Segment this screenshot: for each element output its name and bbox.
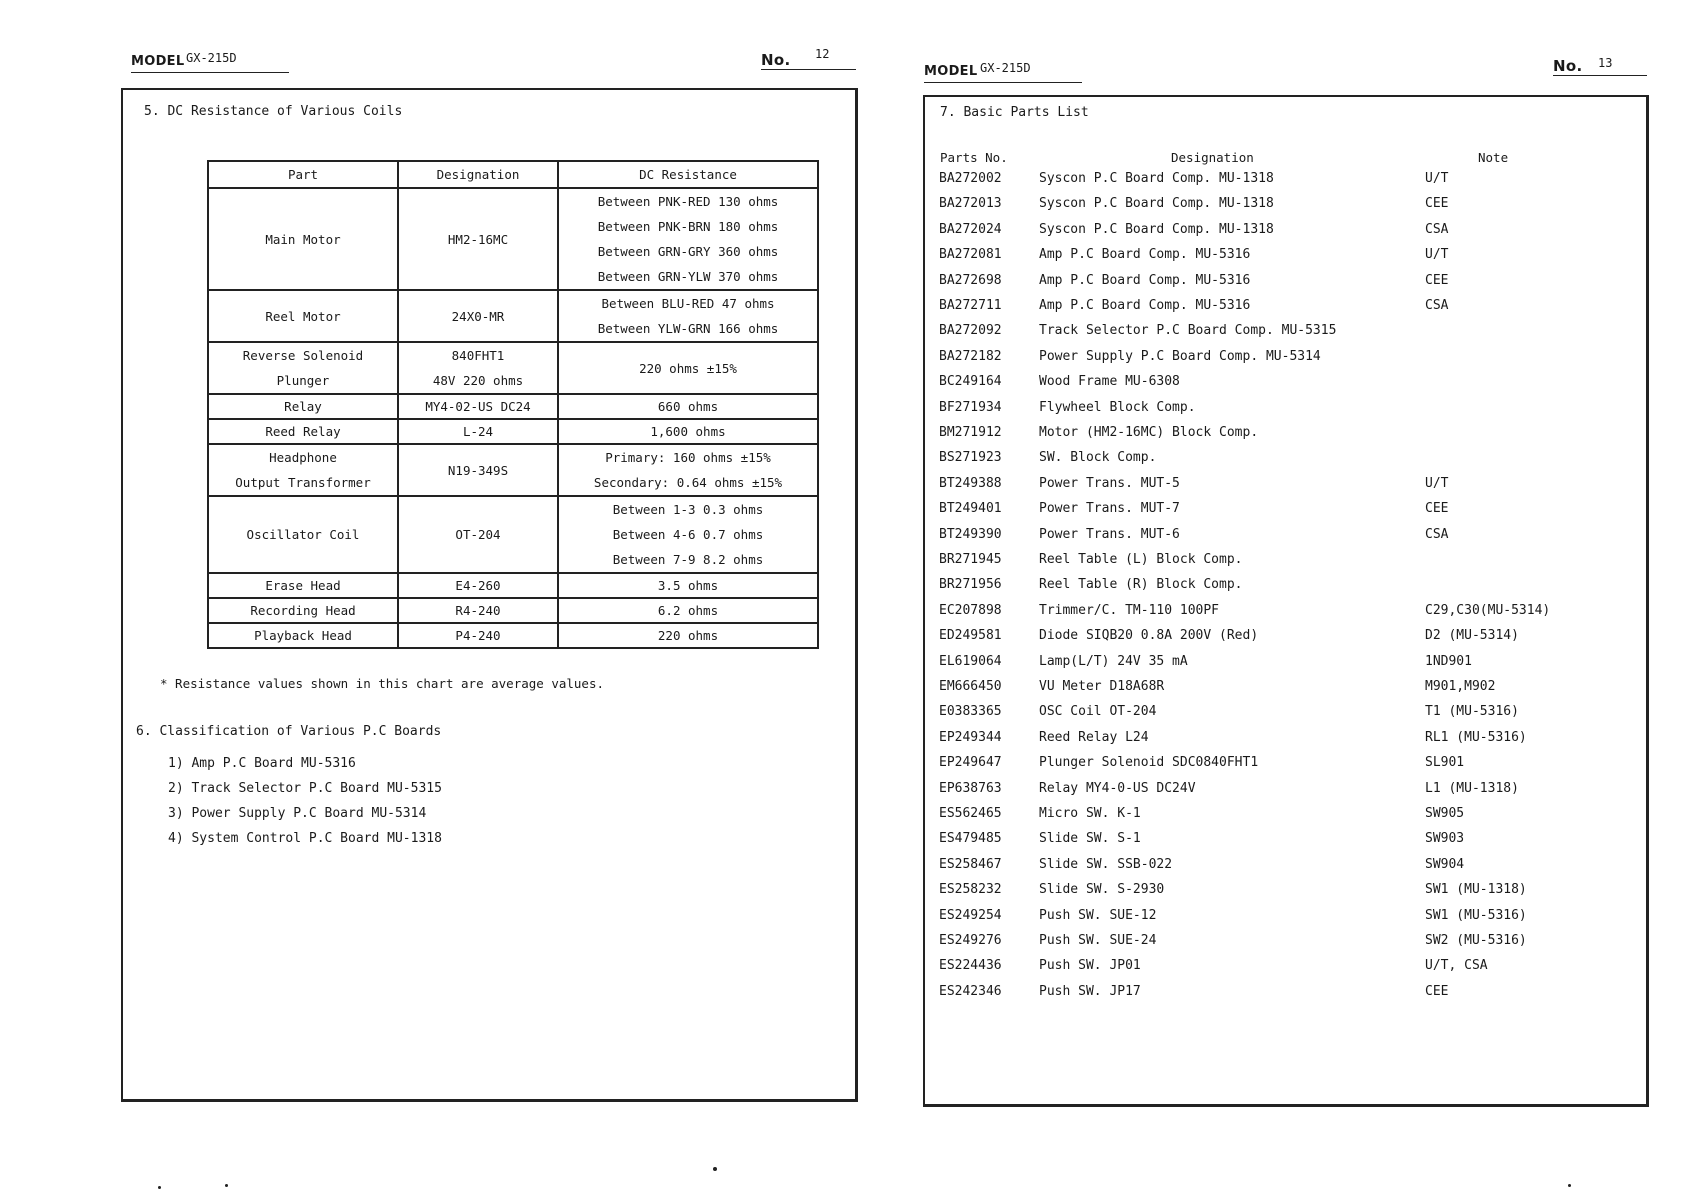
part-designation: Reel Table (R) Block Comp. — [1039, 577, 1243, 593]
right-no-label: No. — [1553, 57, 1583, 75]
part-number: ES258467 — [939, 856, 1002, 872]
part-designation: Relay MY4-0-US DC24V — [1039, 780, 1196, 796]
scan-speck — [225, 1184, 228, 1187]
part-note: CEE — [1425, 196, 1449, 212]
left-model-label: MODEL — [131, 54, 185, 69]
table-row — [208, 496, 818, 573]
part-designation: Slide SW. SSB-022 — [1039, 856, 1173, 872]
part-note: U/T, CSA — [1425, 958, 1488, 974]
row-resistance — [558, 444, 818, 496]
left-no-value: 12 — [815, 47, 830, 61]
part-note: L1 (MU-1318) — [1425, 780, 1519, 796]
left-no-underline — [761, 69, 856, 70]
part-number: BA272092 — [939, 323, 1002, 339]
part-designation: OSC Coil OT-204 — [1039, 704, 1157, 720]
part-designation: Syscon P.C Board Comp. MU-1318 — [1039, 221, 1274, 237]
part-note: CEE — [1425, 501, 1449, 517]
resistance-line: Between 7-9 8.2 ohms — [612, 552, 764, 567]
table-header-resistance: DC Resistance — [558, 161, 818, 188]
designation-line: 840FHT1 — [451, 348, 505, 363]
scan-speck — [1568, 1184, 1571, 1187]
part-designation: Push SW. SUE-24 — [1039, 933, 1157, 948]
part-number: ES258232 — [939, 882, 1002, 898]
row-part: Reel Motor — [208, 290, 398, 342]
part-designation: Reed Relay L24 — [1039, 729, 1149, 745]
row-resistance: 220 ohms ±15% — [558, 342, 818, 394]
part-designation: Power Supply P.C Board Comp. MU-5314 — [1039, 348, 1321, 364]
pc-board-item: 3) Power Supply P.C Board MU-5314 — [168, 806, 427, 821]
scan-speck — [713, 1167, 717, 1171]
row-designation: HM2-16MC — [398, 188, 558, 290]
row-part: Main Motor — [208, 188, 398, 290]
right-model-label: MODEL — [924, 64, 978, 79]
part-number: BT249390 — [939, 526, 1002, 542]
part-number: BA272081 — [939, 247, 1002, 263]
table-row — [208, 598, 818, 623]
row-designation: N19-349S — [398, 444, 558, 496]
part-designation: VU Meter D18A68R — [1039, 679, 1165, 694]
part-number: BA272002 — [939, 171, 1002, 186]
resistance-line: Between BLU-RED 47 ohms — [601, 296, 775, 311]
row-resistance: 220 ohms — [558, 623, 818, 648]
table-row — [208, 419, 818, 444]
part-designation: Power Trans. MUT-6 — [1039, 526, 1180, 542]
part-designation: Lamp(L/T) 24V 35 mA — [1039, 653, 1188, 669]
part-number: ED249581 — [939, 628, 1002, 644]
row-part: Reed Relay — [208, 419, 398, 444]
part-note: CSA — [1425, 298, 1449, 313]
row-resistance: 3.5 ohms — [558, 573, 818, 598]
part-number: BM271912 — [939, 425, 1002, 440]
right-no-value: 13 — [1598, 56, 1613, 70]
part-designation: Push SW. JP17 — [1039, 983, 1141, 999]
resistance-line: Between 4-6 0.7 ohms — [612, 527, 764, 542]
part-number: EP638763 — [939, 780, 1002, 796]
row-resistance: 1,600 ohms — [558, 419, 818, 444]
part-number: BR271956 — [939, 577, 1002, 593]
part-designation: Slide SW. S-1 — [1039, 831, 1141, 847]
part-number: BA272711 — [939, 298, 1002, 313]
resistance-line: Between GRN-YLW 370 ohms — [597, 269, 779, 284]
part-note: SL901 — [1425, 755, 1465, 771]
row-part: Oscillator Coil — [208, 496, 398, 573]
part-line: Headphone — [269, 450, 337, 465]
part-number: BR271945 — [939, 552, 1002, 567]
row-part: Erase Head — [208, 573, 398, 598]
part-designation: Amp P.C Board Comp. MU-5316 — [1039, 298, 1251, 313]
part-designation: Plunger Solenoid SDC0840FHT1 — [1039, 755, 1259, 771]
pc-board-item: 4) System Control P.C Board MU-1318 — [168, 831, 442, 846]
part-number: BT249401 — [939, 501, 1002, 517]
part-number: BA272698 — [939, 272, 1002, 288]
resistance-line: Primary: 160 ohms ±15% — [605, 450, 771, 465]
section6-title: 6. Classification of Various P.C Boards — [136, 724, 442, 739]
part-note: RL1 (MU-5316) — [1425, 729, 1527, 745]
part-number: ES479485 — [939, 831, 1002, 847]
right-no-underline — [1553, 75, 1647, 76]
row-designation: P4-240 — [398, 623, 558, 648]
part-designation: Flywheel Block Comp. — [1039, 399, 1196, 415]
right-model-underline — [924, 82, 1082, 83]
part-note: CSA — [1425, 221, 1449, 237]
part-number: BF271934 — [939, 399, 1002, 415]
part-number: BT249388 — [939, 475, 1002, 491]
row-designation: 24X0-MR — [398, 290, 558, 342]
row-resistance — [558, 290, 818, 342]
part-number: ES242346 — [939, 983, 1002, 999]
part-note: SW905 — [1425, 806, 1465, 821]
resistance-line: Between PNK-BRN 180 ohms — [597, 219, 779, 234]
table-row — [208, 290, 818, 342]
part-note: D2 (MU-5314) — [1425, 628, 1519, 644]
resistance-line: Between GRN-GRY 360 ohms — [597, 244, 779, 259]
part-number: BS271923 — [939, 450, 1002, 466]
part-note: M901,M902 — [1425, 679, 1496, 694]
part-number: E0383365 — [939, 704, 1002, 720]
row-resistance — [558, 496, 818, 573]
part-note: C29,C30(MU-5314) — [1425, 602, 1551, 618]
left-model-underline — [131, 72, 289, 73]
table-row — [208, 188, 818, 290]
row-designation — [398, 342, 558, 394]
part-note: SW904 — [1425, 856, 1465, 872]
part-number: ES224436 — [939, 958, 1002, 974]
section7-title: 7. Basic Parts List — [940, 105, 1089, 120]
table-row — [208, 444, 818, 496]
row-part — [208, 444, 398, 496]
part-note: SW1 (MU-1318) — [1425, 882, 1527, 898]
part-number: BC249164 — [939, 374, 1002, 390]
part-number: EC207898 — [939, 602, 1002, 618]
part-designation: Amp P.C Board Comp. MU-5316 — [1039, 272, 1251, 288]
part-line: Output Transformer — [235, 475, 371, 490]
part-designation: Track Selector P.C Board Comp. MU-5315 — [1039, 323, 1337, 339]
part-line: Reverse Solenoid — [242, 348, 364, 363]
part-note: SW903 — [1425, 831, 1465, 847]
resistance-line: Between 1-3 0.3 ohms — [612, 502, 764, 517]
part-number: BA272013 — [939, 196, 1002, 212]
table-header-designation: Designation — [398, 161, 558, 188]
row-resistance: 660 ohms — [558, 394, 818, 419]
resistance-line: Between PNK-RED 130 ohms — [597, 194, 779, 209]
row-resistance: 6.2 ohms — [558, 598, 818, 623]
row-designation: OT-204 — [398, 496, 558, 573]
right-page-frame — [923, 95, 1649, 1107]
part-designation: Trimmer/C. TM-110 100PF — [1039, 602, 1220, 618]
part-number: EL619064 — [939, 653, 1002, 669]
part-note: 1ND901 — [1425, 653, 1472, 669]
part-note: CSA — [1425, 526, 1449, 542]
row-designation: MY4-02-US DC24 — [398, 394, 558, 419]
col-header-note: Note — [1478, 150, 1509, 165]
part-note: SW1 (MU-5316) — [1425, 907, 1527, 923]
col-header-designation: Designation — [1171, 150, 1254, 165]
table-note: * Resistance values shown in this chart are average values. — [160, 676, 605, 691]
row-designation: R4-240 — [398, 598, 558, 623]
part-number: EM666450 — [939, 679, 1002, 694]
row-part — [208, 342, 398, 394]
resistance-line: Secondary: 0.64 ohms ±15% — [593, 475, 783, 490]
coil-resistance-table — [207, 160, 819, 649]
left-model-value: GX-215D — [186, 51, 237, 65]
part-note: SW2 (MU-5316) — [1425, 933, 1527, 948]
col-header-parts-no: Parts No. — [940, 150, 1008, 165]
part-line: Plunger — [276, 373, 330, 388]
part-designation: Reel Table (L) Block Comp. — [1039, 552, 1243, 567]
part-number: BA272024 — [939, 221, 1002, 237]
row-part: Recording Head — [208, 598, 398, 623]
part-number: ES249254 — [939, 907, 1002, 923]
row-part: Playback Head — [208, 623, 398, 648]
part-note: U/T — [1425, 475, 1449, 491]
part-designation: Motor (HM2-16MC) Block Comp. — [1039, 425, 1259, 440]
resistance-line: Between YLW-GRN 166 ohms — [597, 321, 779, 336]
part-number: BA272182 — [939, 348, 1002, 364]
part-designation: Slide SW. S-2930 — [1039, 882, 1165, 898]
part-number: ES562465 — [939, 806, 1002, 821]
part-note: U/T — [1425, 171, 1449, 186]
section5-title: 5. DC Resistance of Various Coils — [144, 104, 403, 119]
designation-line: 48V 220 ohms — [432, 373, 524, 388]
table-header-part: Part — [208, 161, 398, 188]
table-row — [208, 394, 818, 419]
row-part: Relay — [208, 394, 398, 419]
part-number: EP249647 — [939, 755, 1002, 771]
right-model-value: GX-215D — [980, 61, 1031, 75]
scan-speck — [158, 1186, 161, 1189]
pc-board-item: 1) Amp P.C Board MU-5316 — [168, 756, 356, 771]
part-designation: Syscon P.C Board Comp. MU-1318 — [1039, 171, 1274, 186]
part-number: EP249344 — [939, 729, 1002, 745]
table-row — [208, 623, 818, 648]
part-designation: Power Trans. MUT-5 — [1039, 475, 1180, 491]
left-no-label: No. — [761, 51, 791, 69]
part-designation: Amp P.C Board Comp. MU-5316 — [1039, 247, 1251, 263]
part-note: CEE — [1425, 272, 1449, 288]
part-designation: SW. Block Comp. — [1039, 450, 1157, 466]
part-note: CEE — [1425, 983, 1449, 999]
part-number: ES249276 — [939, 933, 1002, 948]
part-designation: Diode SIQB20 0.8A 200V (Red) — [1039, 628, 1259, 644]
part-note: U/T — [1425, 247, 1449, 263]
table-row — [208, 342, 818, 394]
part-designation: Push SW. JP01 — [1039, 958, 1141, 974]
row-designation: E4-260 — [398, 573, 558, 598]
row-designation: L-24 — [398, 419, 558, 444]
part-note: T1 (MU-5316) — [1425, 704, 1519, 720]
pc-board-item: 2) Track Selector P.C Board MU-5315 — [168, 781, 442, 796]
part-designation: Power Trans. MUT-7 — [1039, 501, 1180, 517]
part-designation: Push SW. SUE-12 — [1039, 907, 1157, 923]
table-row — [208, 573, 818, 598]
row-resistance — [558, 188, 818, 290]
part-designation: Micro SW. K-1 — [1039, 806, 1141, 821]
part-designation: Syscon P.C Board Comp. MU-1318 — [1039, 196, 1274, 212]
part-designation: Wood Frame MU-6308 — [1039, 374, 1180, 390]
